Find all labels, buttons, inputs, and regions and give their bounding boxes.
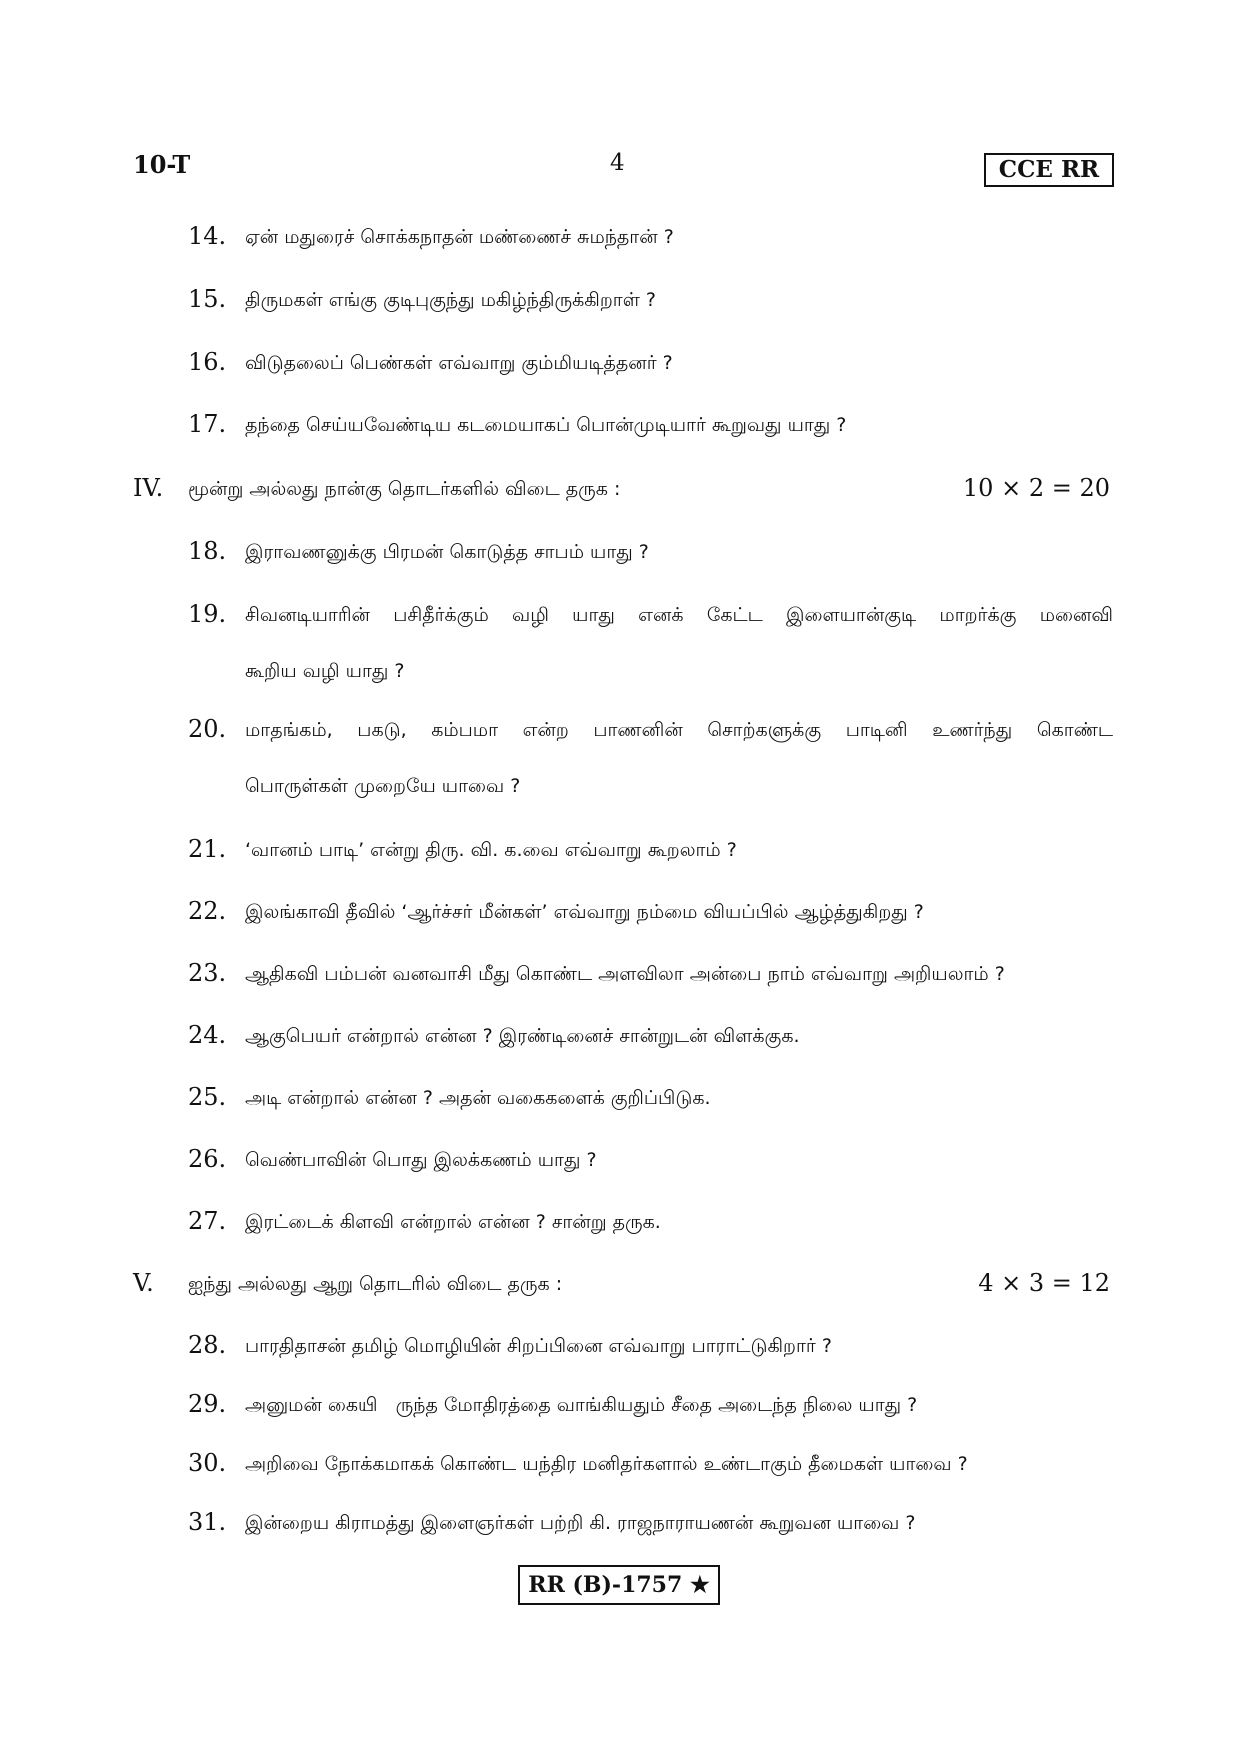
question-number: 14. bbox=[188, 222, 227, 250]
question-text: அறிவை நோக்கமாகக் கொண்ட யந்திர மனிதர்களால் உண்டாகும் தீமைகள் யாவை ? bbox=[245, 1453, 968, 1475]
question-number: 22. bbox=[188, 897, 227, 925]
page-number: 4 bbox=[610, 150, 625, 176]
question-text: விடுதலைப் பெண்கள் எவ்வாறு கும்மியடித்தனர் ? bbox=[245, 352, 673, 374]
question-text: அடி என்றால் என்ன ? அதன் வகைகளைக் குறிப்பிடுக. bbox=[245, 1087, 711, 1109]
question-text: இன்றைய கிராமத்து இளைஞர்கள் பற்றி கி. ராஜநாராயணன் கூறுவன யாவை ? bbox=[245, 1512, 916, 1534]
question-text: இலங்காவி தீவில் ‘ஆர்ச்சர் மீன்கள்’ எவ்வாறு நம்மை வியப்பில் ஆழ்த்துகிறது ? bbox=[245, 901, 924, 923]
question-text: ஏன் மதுரைச் சொக்கநாதன் மண்ணைச் சுமந்தான் ? bbox=[245, 226, 674, 248]
section-instruction: ஐந்து அல்லது ஆறு தொடரில் விடை தருக : bbox=[188, 1273, 563, 1295]
question-number: 29. bbox=[188, 1390, 227, 1418]
question-text: ஆதிகவி பம்பன் வனவாசி மீது கொண்ட அளவிலா அன்பை நாம் எவ்வாறு அறியலாம் ? bbox=[245, 963, 1005, 985]
question-number: 16. bbox=[188, 348, 227, 376]
question-text-line2: பொருள்கள் முறையே யாவை ? bbox=[245, 775, 521, 797]
question-text: இராவணனுக்கு பிரமன் கொடுத்த சாபம் யாது ? bbox=[245, 541, 649, 563]
question-number: 25. bbox=[188, 1083, 227, 1111]
question-number: 15. bbox=[188, 285, 227, 313]
question-text: ஆகுபெயர் என்றால் என்ன ? இரண்டினைச் சான்றுடன் விளக்குக. bbox=[245, 1025, 800, 1047]
question-text: திருமகள் எங்கு குடிபுகுந்து மகிழ்ந்திருக்கிறாள் ? bbox=[245, 289, 656, 311]
section-marks: 4 × 3 = 12 bbox=[978, 1269, 1110, 1297]
question-text-line2: கூறிய வழி யாது ? bbox=[245, 660, 405, 682]
question-number: 17. bbox=[188, 410, 227, 438]
question-text-line1: சிவனடியாரின் பசிதீர்க்கும் வழி யாது எனக் கேட்ட இளையான்குடி மாறர்க்கு மனைவி bbox=[245, 604, 1113, 626]
question-number: 27. bbox=[188, 1207, 227, 1235]
question-number: 30. bbox=[188, 1449, 227, 1477]
question-number: 21. bbox=[188, 835, 227, 863]
question-number: 31. bbox=[188, 1508, 227, 1536]
question-number: 28. bbox=[188, 1331, 227, 1359]
question-text-line1: மாதங்கம், பகடு, கம்பமா என்ற பாணனின் சொற்களுக்கு பாடினி உணர்ந்து கொண்ட bbox=[245, 719, 1113, 741]
question-number: 23. bbox=[188, 959, 227, 987]
section-number: V. bbox=[133, 1269, 154, 1297]
section-number: IV. bbox=[133, 474, 164, 502]
question-number: 19. bbox=[188, 600, 227, 628]
paper-code: 10-T bbox=[133, 150, 191, 179]
section-marks: 10 × 2 = 20 bbox=[962, 474, 1110, 502]
paper-serial-box: RR (B)-1757 ★ bbox=[518, 1565, 720, 1605]
question-text: தந்தை செய்யவேண்டிய கடமையாகப் பொன்முடியார் கூறுவது யாது ? bbox=[245, 414, 847, 436]
question-text: பாரதிதாசன் தமிழ் மொழியின் சிறப்பினை எவ்வாறு பாராட்டுகிறார் ? bbox=[245, 1335, 832, 1357]
question-number: 24. bbox=[188, 1021, 227, 1049]
question-text: ‘வானம் பாடி’ என்று திரு. வி. க.வை எவ்வாறு கூறலாம் ? bbox=[245, 839, 737, 861]
question-text: வெண்பாவின் பொது இலக்கணம் யாது ? bbox=[245, 1149, 597, 1171]
exam-type-box: CCE RR bbox=[984, 153, 1114, 187]
question-text: அனுமன் கையி ருந்த மோதிரத்தை வாங்கியதும் சீதை அடைந்த நிலை யாது ? bbox=[245, 1394, 918, 1416]
question-number: 26. bbox=[188, 1145, 227, 1173]
question-number: 20. bbox=[188, 715, 227, 743]
question-number: 18. bbox=[188, 537, 227, 565]
question-text: இரட்டைக் கிளவி என்றால் என்ன ? சான்று தருக. bbox=[245, 1211, 661, 1233]
section-instruction: மூன்று அல்லது நான்கு தொடர்களில் விடை தருக : bbox=[188, 478, 621, 500]
